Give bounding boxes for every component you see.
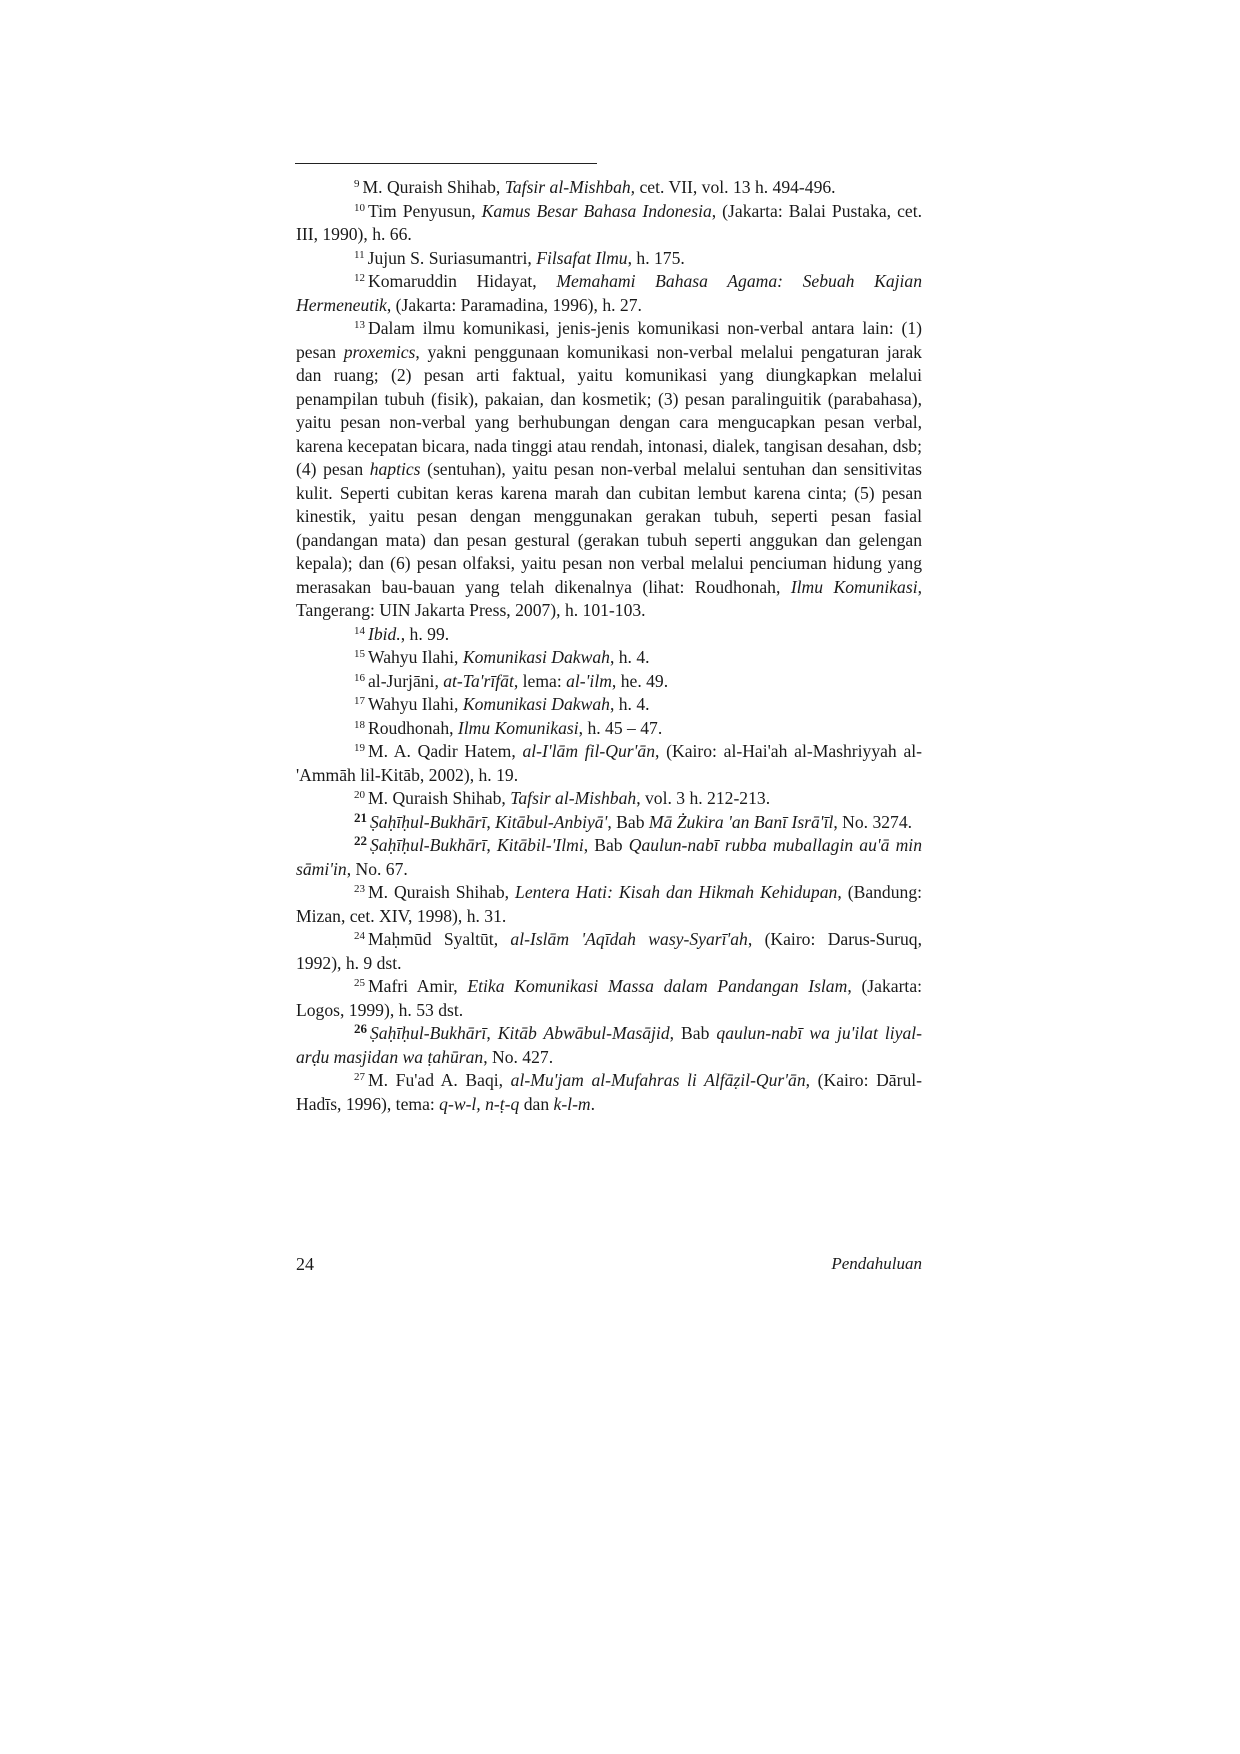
footnote-15: $^{15}$ Wahyu Ilahi, Komunikasi Dakwah, h. 4.	[354, 647, 650, 667]
footnote-18: $^{18}$ Roudhonah, Ilmu Komunikasi, h. 45 – 47.	[354, 717, 663, 738]
footnote-separator-rule	[295, 163, 597, 164]
footnote-14: $^{14}$ Ibid., h. 99.	[354, 623, 450, 644]
footnote-number: 15	[354, 648, 365, 660]
footnote-number: 27	[354, 1071, 365, 1083]
footnote-13: $^{13}$ Dalam ilmu komunikasi, jenis-jenis komunikasi non-verbal antara lain: (1) pesan proxemics, yakni penggunaan komunikasi non-verbal melalui pengaturan jarak dan ruang; (2) pesan arti faktual, yaitu komunikasi yang diungkapkan melalui penampilan tubuh (fisik), pakaian, dan kosmetik; (3) pesan paralinguitik (parabahasa), yaitu pesan non-verbal yang berhubungan dengan cara mengucapkan pesan verbal, karena kecepatan bicara, nada tinggi atau rendah, intonasi, dialek, tangisan desahan, dsb; (4) pesan haptics (sentuhan), yaitu pesan non-verbal melalui sentuhan dan sensitivitas kulit. Seperti cubitan keras karena marah dan cubitan lembut karena cinta; (5) pesan kinestik, yaitu pesan dengan menggunakan gerakan tubuh, seperti pesan fasial (pandangan mata) dan pesan gestural (gerakan tubuh seperti anggukan dan gelengan kepala); dan (6) pesan olfaksi, yaitu pesan non verbal melalui penciuman hidung yang merasakan bau-bauan yang telah dikenalnya (lihat: Roudhonah, Ilmu Komunikasi, Tangerang: UIN Jakarta Press, 2007), h. 101-103.	[296, 318, 922, 620]
footnote-10: $^{10}$ Tim Penyusun, Kamus Besar Bahasa Indonesia, (Jakarta: Balai Pustaka, cet. III, 1990), h. 66.	[296, 200, 922, 244]
footnote-17: $^{17}$ Wahyu Ilahi, Komunikasi Dakwah, h. 4.	[354, 694, 650, 714]
footnote-21: $^{21}$ Ṣaḥīḥul-Bukhārī, Kitābul-Anbiyā', Bab Mā Żukira 'an Banī Isrā'īl, No. 3274.	[354, 809, 913, 832]
running-head: Pendahuluan	[831, 1254, 922, 1273]
footnote-number: 12	[354, 272, 365, 284]
footnote-23: $^{23}$ M. Quraish Shihab, Lentera Hati: Kisah dan Hikmah Kehidupan, (Bandung: Mizan, cet. XIV, 1998), h. 31.	[296, 882, 923, 926]
footnote-16: $^{16}$ al-Jurjāni, at-Ta'rīfāt, lema: al-'ilm, he. 49.	[354, 670, 669, 691]
footnote-number: 25	[354, 977, 365, 989]
footnote-number: 14	[354, 624, 365, 637]
footnote-27: $^{27}$ M. Fu'ad A. Baqi, al-Mu'jam al-Mufahras li Alfāẓil-Qur'ān, (Kairo: Dārul-Hadīs, 1996), tema: q-w-l, n-ṭ-q dan k-l-m.	[296, 1070, 923, 1114]
footnote-number: 17	[354, 695, 365, 707]
footnote-9: $^9$ M. Quraish Shihab, Tafsir al-Mishbah, cet. VII, vol. 13 h. 494-496.	[354, 177, 836, 197]
footnote-26: $^{26}$ Ṣaḥīḥul-Bukhārī, Kitāb Abwābul-Masājid, Bab qaulun-nabī wa ju'ilat liyal-arḍu masjidan wa ṭahūran, No. 427.	[296, 1021, 923, 1067]
footnote-12: $^{12}$ Komaruddin Hidayat, Memahami Bahasa Agama: Sebuah Kajian Hermeneutik, (Jakarta: Paramadina, 1996), h. 27.	[296, 271, 922, 315]
footnote-number: 20	[354, 789, 365, 801]
footnote-number: 10	[354, 201, 365, 214]
footnote-number: 18	[354, 718, 365, 731]
footnote-number: 16	[354, 671, 365, 684]
footnote-number: 13	[354, 319, 365, 331]
page-number: 24	[296, 1254, 314, 1274]
footnote-number: 11	[354, 248, 365, 261]
footnote-number: 9	[354, 178, 360, 190]
footnote-22: $^{22}$ Ṣaḥīḥul-Bukhārī, Kitābil-'Ilmi, Bab Qaulun-nabī rubba muballagin au'ā min sāmi'in, No. 67.	[296, 833, 922, 879]
footnote-number: 24	[354, 930, 365, 942]
footnote-number: 26	[354, 1021, 367, 1036]
footnote-number: 22	[354, 833, 367, 848]
footnote-11: $^{11}$ Jujun S. Suriasumantri, Filsafat Ilmu, h. 175.	[354, 247, 685, 268]
footnote-number: 21	[354, 809, 367, 825]
footnote-20: $^{20}$ M. Quraish Shihab, Tafsir al-Mishbah, vol. 3 h. 212-213.	[354, 788, 771, 808]
footnote-number: 23	[354, 883, 365, 895]
footnote-24: $^{24}$ Maḥmūd Syaltūt, al-Islām 'Aqīdah wasy-Syarī'ah, (Kairo: Darus-Suruq, 1992), h. 9 dst.	[296, 929, 922, 973]
footnote-19: $^{19}$ M. A. Qadir Hatem, al-I'lām fil-Qur'ān, (Kairo: al-Hai'ah al-Mashriyyah al-'Ammāh lil-Kitāb, 2002), h. 19.	[296, 741, 923, 785]
footnote-25: $^{25}$ Mafri Amir, Etika Komunikasi Massa dalam Pandangan Islam, (Jakarta: Logos, 1999), h. 53 dst.	[296, 976, 923, 1020]
footnotes	[296, 176, 922, 1116]
footnote-number: 19	[354, 742, 365, 754]
